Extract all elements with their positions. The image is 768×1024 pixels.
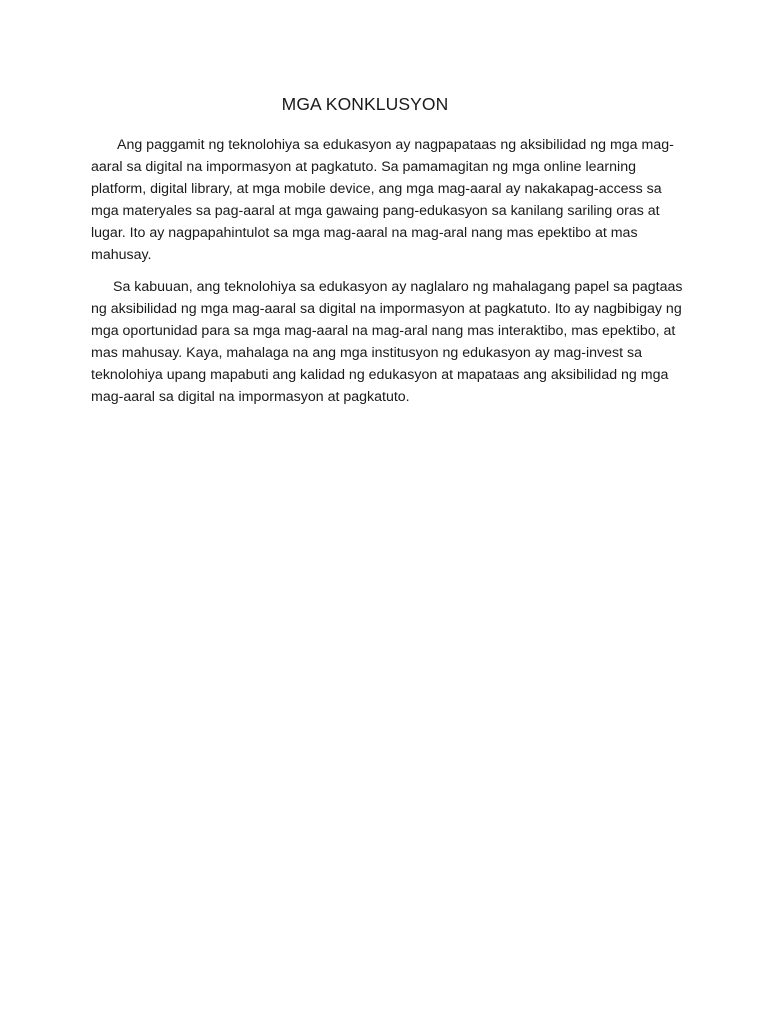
- document-body: [91, 134, 691, 418]
- page-title: MGA KONKLUSYON: [281, 94, 449, 114]
- paragraph-2: Sa kabuuan, ang teknolohiya sa edukasyon ay naglalaro ng mahalagang papel sa pagtaas ng aksibilidad ng mga mag-aaral sa digital na impormasyon at pagkatuto. Ito ay nagbibigay ng mga oportunidad para sa mga mag-aaral na mag-aral nang mas interaktibo, mas epektibo, at mas mahusay. Kaya, mahalaga na ang mga institusyon ng edukasyon ay mag-invest sa teknolohiya upang mapabuti ang kalidad ng edukasyon at mapataas ang aksibilidad ng mga mag-aaral sa digital na impormasyon at pagkatuto.: [91, 279, 683, 405]
- paragraph-1: Ang paggamit ng teknolohiya sa edukasyon ay nagpapataas ng aksibilidad ng mga mag-aaral sa digital na impormasyon at pagkatuto. Sa pamamagitan ng mga online learning platform, digital library, at mga mobile device, ang mga mag-aaral ay nakakapag-access sa mga materyales sa pag-aaral at mga gawaing pang-edukasyon sa kanilang sariling oras at lugar. Ito ay nagpapahintulot sa mga mag-aaral na mag-aral nang mas epektibo at mas mahusay.: [91, 137, 674, 263]
